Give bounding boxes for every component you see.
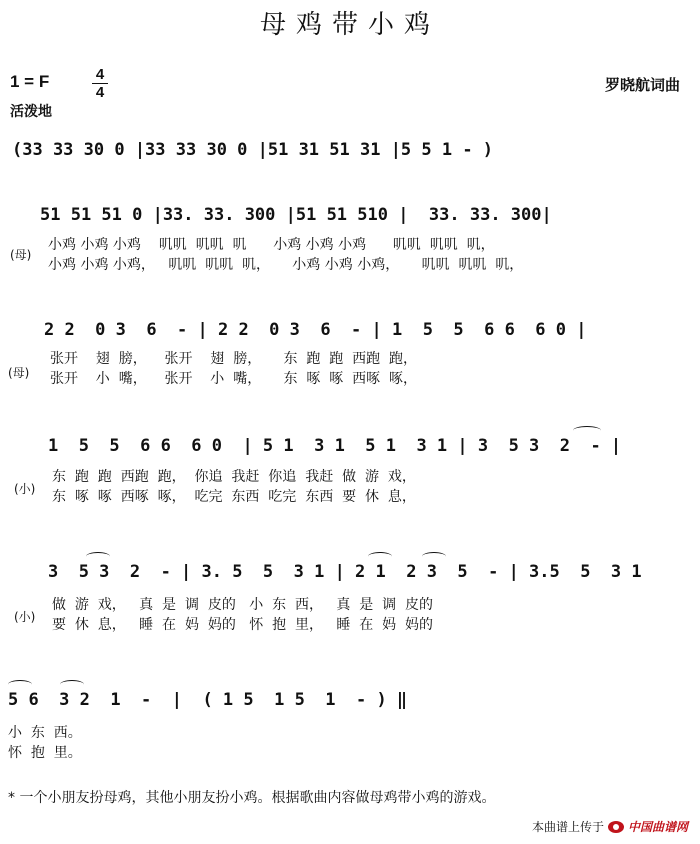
ending-lyrics-2: 怀 抱 里。 [8,745,82,761]
slur-mark [60,680,84,689]
role-chick: (小) [14,482,36,496]
meter-top: 4 [95,66,105,83]
row1-lyrics-1: 小鸡 小鸡 小鸡 叽叽 叽叽 叽 小鸡 小鸡 小鸡 叽叽 叽叽 叽， [48,237,495,253]
slur-mark [368,552,392,561]
composer-credit: 罗晓航词曲 [604,76,680,94]
source-credit [532,818,688,835]
source-text: 本曲谱上传于 [531,820,604,834]
row4-notes: 3 5 3 2 - | 3. 5 5 3 1 | 2 1 2 3 5 - | 3.5 5 3 1 [48,562,642,582]
row3-lyrics-1: 东 跑 跑 西跑 跑， 你追 我赶 你追 我赶 做 游 戏， [52,469,416,485]
slur-mark [573,426,601,435]
row1-lyrics-2: 小鸡 小鸡 小鸡， 叽叽 叽叽 叽， 小鸡 小鸡 小鸡， 叽叽 叽叽 叽， [48,257,524,273]
ending-lyrics-1: 小 东 西。 [8,725,82,741]
row2-notes: 2 2 0 3 6 - | 2 2 0 3 6 - | 1 5 5 6 6 6 0 | [44,320,587,340]
footnote: * 一个小朋友扮母鸡，其他小朋友扮小鸡。根据歌曲内容做母鸡带小鸡的游戏。 [8,790,496,806]
row2-lyrics-1: 张开 翅 膀， 张开 翅 膀， 东 跑 跑 西跑 跑， [50,351,418,367]
ending-notes: 5 6 3 2 1 - | ( 1 5 1 5 1 - ) ‖ [8,690,408,710]
tempo-marking: 活泼地 [10,104,52,120]
row2-lyrics-2: 张开 小 嘴， 张开 小 嘴， 东 啄 啄 西啄 啄， [50,371,418,387]
intro-notes: (33 33 30 0 |33 33 30 0 |51 31 51 31 |5 5 1 - ) [12,140,494,160]
role-chick: (小) [14,610,36,624]
row1-notes: 51 51 51 0 |33. 33. 300 |51 51 510 | 33. 33. 300| [40,205,552,225]
row4-lyrics-2: 要 休 息， 睡 在 妈 妈的 怀 抱 里， 睡 在 妈 妈的 [52,617,434,633]
row3-lyrics-2: 东 啄 啄 西啄 啄， 吃完 东西 吃完 东西 要 休 息， [52,489,416,505]
slur-mark [8,680,32,689]
role-mother: (母) [10,248,32,262]
slur-mark [422,552,446,561]
row4-lyrics-1: 做 游 戏， 真 是 调 皮的 小 东 西， 真 是 调 皮的 [52,597,434,613]
time-signature [92,66,108,101]
song-title: 母鸡带小鸡 [259,10,440,40]
key-signature: 1 = F [10,72,50,91]
site-brand: 中国曲谱网 [627,820,688,834]
slur-mark [86,552,110,561]
site-logo-icon [608,821,624,833]
role-mother: (母) [8,366,30,380]
meter-bottom: 4 [95,84,105,101]
row3-notes: 1 5 5 6 6 6 0 | 5 1 3 1 5 1 3 1 | 3 5 3 2 - | [48,436,622,456]
